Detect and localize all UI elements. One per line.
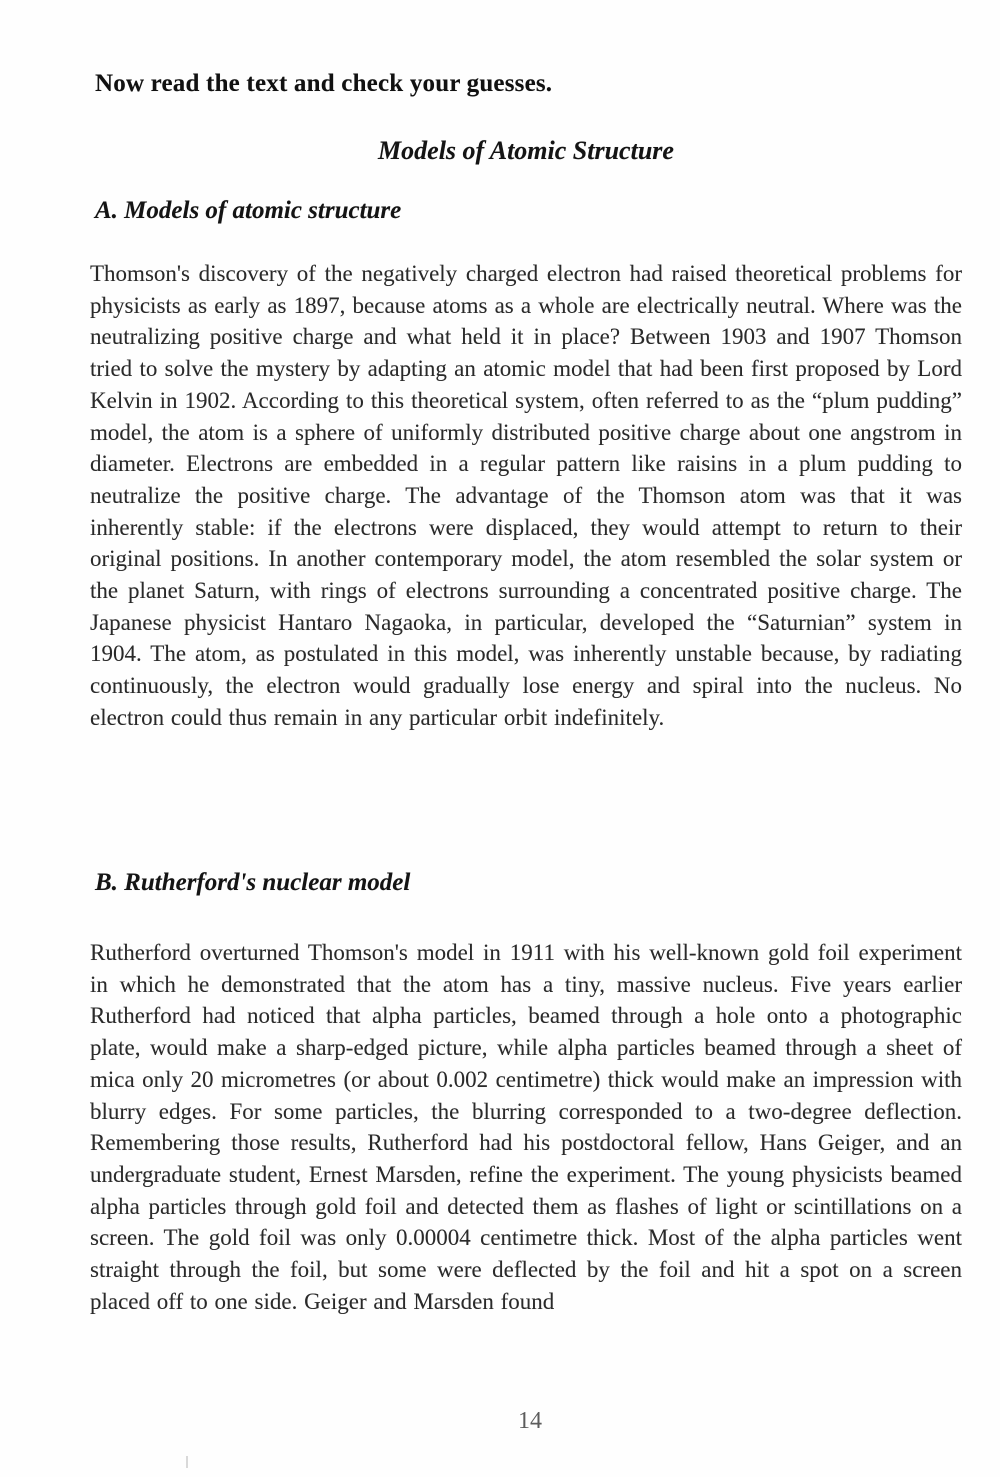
section-b-body: Rutherford overturned Thomson's model in 1911 with his well-known gold foil experiment in which he demonstrated that the atom has a tiny, massive nucleus. Five years earlier Rutherford had noticed that alpha particles, beamed through a hole onto a photographic plate, would make a sharp-edged picture, while alpha particles beamed through a sheet of mica only 20 micrometres (or about 0.002 centimetre) thick would make an impression with blurry edges. For some particles, the blurring corresponded to a two-degree deflection. Remembering those results, Rutherford had his postdoctoral fellow, Hans Geiger, and an undergraduate student, Ernest Marsden, refine the experiment. The young physicists beamed alpha particles through gold foil and detected them as flashes of light or scintillations on a screen. The gold foil was only 0.00004 centimetre thick. Most of the alpha particles went straight through the foil, but some were deflected by the foil and hit a spot on a screen placed off to one side. Geiger and Marsden found bbox=[90, 940, 962, 1314]
page-number: 14 bbox=[518, 1408, 542, 1434]
section-a-body: Thomson's discovery of the negatively charged electron had raised theoretical problems for physicists as early as 1897, because atoms as a whole are electrically neutral. Where was the neutralizing positive charge and what held it in place? Between 1903 and 1907 Thomson tried to solve the mystery by adapting an atomic model that had been first proposed by Lord Kelvin in 1902. According to this theoretical system, often referred to as the “plum pudding” model, the atom is a sphere of uniformly distributed positive charge about one angstrom in diameter. Electrons are embedded in a regular pattern like raisins in a plum pudding to neutralize the positive charge. The advantage of the Thomson atom was that it was inherently stable: if the electrons were displaced, they would attempt to return to their original positions. In another contemporary model, the atom resembled the solar system or the planet Saturn, with rings of electrons surrounding a concentrated positive charge. The Japanese physicist Hantaro Nagaoka, in particular, developed the “Saturnian” system in 1904. The atom, as postulated in this model, was inherently unstable because, by radiating continuously, the electron would gradually lose energy and spiral into the nucleus. No electron could thus remain in any particular orbit indefinitely. bbox=[90, 261, 962, 730]
section-b-heading: B. Rutherford's nuclear model bbox=[95, 869, 411, 896]
document-title: Models of Atomic Structure bbox=[378, 136, 674, 165]
section-a-heading: A. Models of atomic structure bbox=[95, 197, 402, 224]
instruction-text: Now read the text and check your guesses. bbox=[95, 70, 553, 97]
scan-artifact bbox=[186, 1456, 188, 1468]
